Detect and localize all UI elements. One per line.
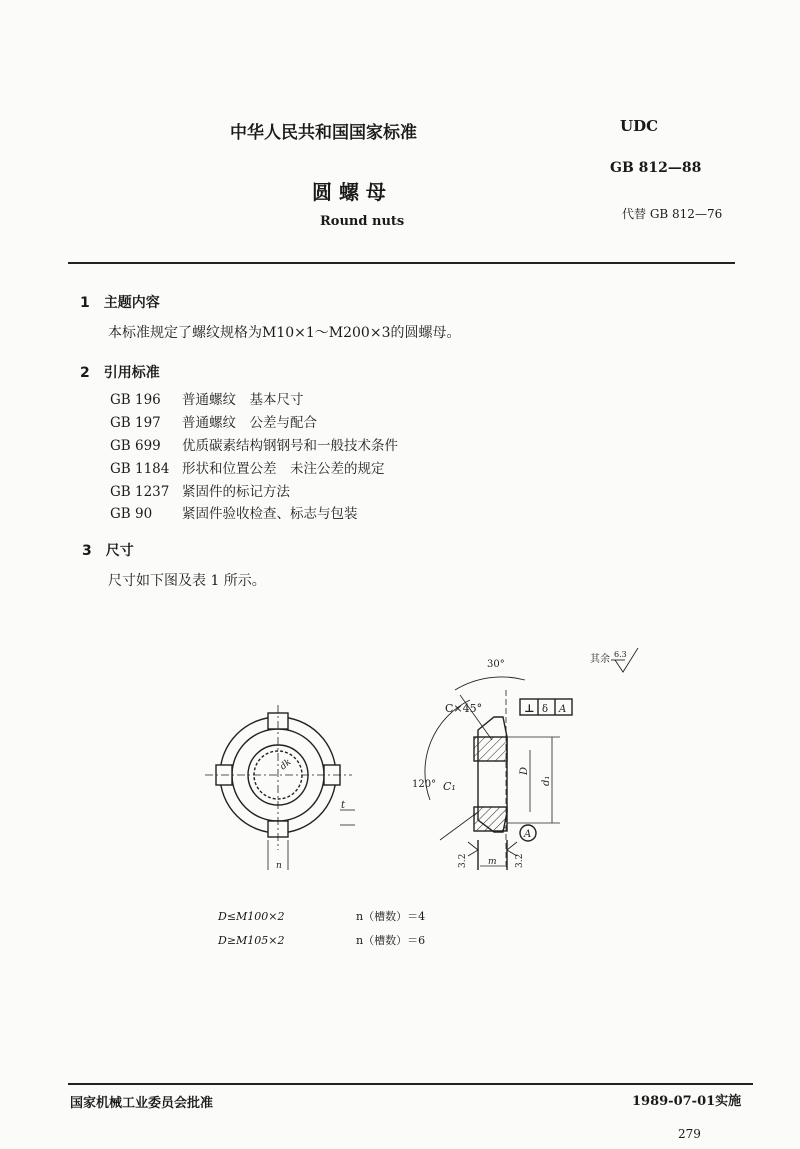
effective-date: 1989-07-01实施 (632, 1094, 742, 1109)
section-view (425, 648, 638, 870)
section-title: 尺寸 (105, 543, 134, 559)
footer-rule (68, 1083, 753, 1085)
reference-title: 优质碳素结构钢钢号和一般技术条件 (182, 438, 398, 454)
reference-code: GB 196 (110, 392, 161, 408)
angle-30-label: 30° (487, 659, 505, 670)
page-number: 279 (678, 1127, 701, 1141)
reference-code: GB 197 (110, 415, 161, 431)
tolerance-value: δ (542, 704, 549, 715)
caption-2 (218, 932, 425, 948)
tolerance-datum: A (559, 704, 567, 715)
reference-title: 紧固件验收检查、标志与包装 (182, 506, 358, 522)
reference-code: GB 1237 (110, 484, 170, 500)
title-cn: 圆 螺 母 (312, 180, 386, 204)
datum-label: A (524, 829, 532, 840)
reference-title: 普通螺纹 基本尺寸 (182, 392, 304, 408)
roughness-left: 3.2 (458, 853, 468, 868)
section-number: 2 (80, 365, 90, 381)
reference-code: GB 1184 (110, 461, 170, 477)
d1-label: d₁ (541, 775, 552, 786)
chamfer-label: C×45° (445, 702, 483, 715)
title-en: Round nuts (320, 214, 405, 229)
reference-title: 紧固件的标记方法 (182, 484, 290, 500)
national-standard-heading: 中华人民共和国国家标准 (230, 123, 417, 143)
section-title: 主题内容 (103, 295, 160, 311)
standard-number: GB 812—88 (610, 160, 702, 176)
rest-roughness-label: 其余 (590, 654, 610, 665)
reference-title: 形状和位置公差 未注公差的规定 (182, 461, 385, 477)
perpendicularity-symbol: ⊥ (524, 702, 535, 715)
roughness-right: 3.2 (515, 853, 525, 868)
reference-code: GB 699 (110, 438, 161, 454)
m-label: m (488, 857, 497, 867)
front-view (205, 705, 355, 870)
caption-1 (218, 908, 425, 924)
angle-120-label: 120° (412, 779, 437, 790)
udc-label: UDC (620, 117, 659, 135)
caption-note: n（槽数）＝6 (356, 934, 426, 947)
replaces-note: 代替 GB 812—76 (622, 207, 723, 221)
reference-code: GB 90 (110, 506, 153, 522)
reference-title: 普通螺纹 公差与配合 (182, 415, 317, 431)
dk-label: dk (278, 757, 294, 773)
section-3-text: 尺寸如下图及表 1 所示。 (108, 573, 266, 589)
section-title: 引用标准 (103, 365, 160, 381)
caption-note: n（槽数）＝4 (356, 910, 426, 923)
section-number: 1 (80, 295, 90, 311)
section-number: 3 (82, 543, 92, 559)
n-label: n (276, 861, 282, 871)
rest-roughness-value: 6.3 (614, 650, 627, 659)
approver: 国家机械工业委员会批准 (70, 1096, 214, 1111)
caption-condition: D≤M100×2 (218, 910, 285, 923)
caption-condition: D≥M105×2 (218, 934, 285, 947)
t-label: t (341, 800, 346, 811)
section-1-text: 本标准规定了螺纹规格为M10×1～M200×3的圆螺母。 (108, 325, 461, 341)
D-label: D (519, 766, 530, 775)
c1-label: C₁ (443, 780, 456, 793)
